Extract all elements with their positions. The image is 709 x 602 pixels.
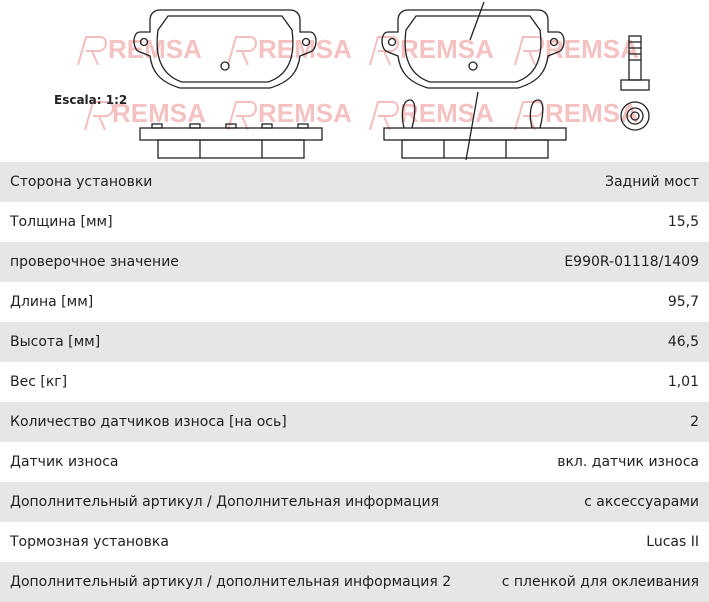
brake-pad-side-view (140, 124, 322, 158)
spec-value: Задний мост (604, 174, 699, 190)
watermark-text: REMSA (112, 98, 206, 128)
spec-label: проверочное значение (10, 254, 179, 270)
spec-value: вкл. датчик износа (557, 454, 699, 470)
watermark-text: REMSA (108, 34, 202, 64)
spec-row (0, 162, 709, 202)
spec-value: с аксессуарами (584, 494, 699, 510)
spec-label: Количество датчиков износа [на ось] (10, 414, 287, 430)
spec-value: с пленкой для оклеивания (501, 574, 699, 590)
spec-row (0, 362, 709, 402)
spec-value: Lucas II (646, 534, 699, 550)
spec-row (0, 442, 709, 482)
spec-label: Толщина [мм] (10, 214, 113, 230)
spec-label: Дополнительный артикул / дополнительная информация 2 (10, 574, 452, 590)
spec-row (0, 202, 709, 242)
spec-label: Сторона установки (10, 174, 153, 190)
spec-label: Вес [кг] (10, 374, 68, 390)
spec-row (0, 402, 709, 442)
spec-label: Тормозная установка (10, 534, 169, 550)
spec-value: 46,5 (667, 334, 699, 350)
spec-row (0, 242, 709, 282)
watermark-text: REMSA (400, 98, 494, 128)
brake-pad-drawing (0, 0, 709, 162)
spec-label: Датчик износа (10, 454, 119, 470)
spec-row (0, 322, 709, 362)
watermark-text: REMSA (545, 34, 639, 64)
spec-value: 15,5 (667, 214, 699, 230)
spec-row (0, 562, 709, 602)
spec-row (0, 482, 709, 522)
spec-value: E990R-01118/1409 (564, 254, 699, 270)
technical-drawing (0, 0, 709, 162)
spec-value: 95,7 (667, 294, 699, 310)
scale-label: Escala: 1:2 (54, 93, 128, 107)
watermark-text: REMSA (258, 34, 352, 64)
spec-label: Дополнительный артикул / Дополнительная информация (10, 494, 440, 510)
spec-table (0, 162, 709, 602)
spec-label: Длина [мм] (10, 294, 94, 310)
spec-label: Высота [мм] (10, 334, 101, 350)
spec-value: 1,01 (667, 374, 699, 390)
watermark-text: REMSA (400, 34, 494, 64)
watermark-text: REMSA (258, 98, 352, 128)
watermark-text: REMSA (545, 98, 639, 128)
spec-row (0, 282, 709, 322)
spec-value: 2 (690, 414, 699, 430)
spec-row (0, 522, 709, 562)
